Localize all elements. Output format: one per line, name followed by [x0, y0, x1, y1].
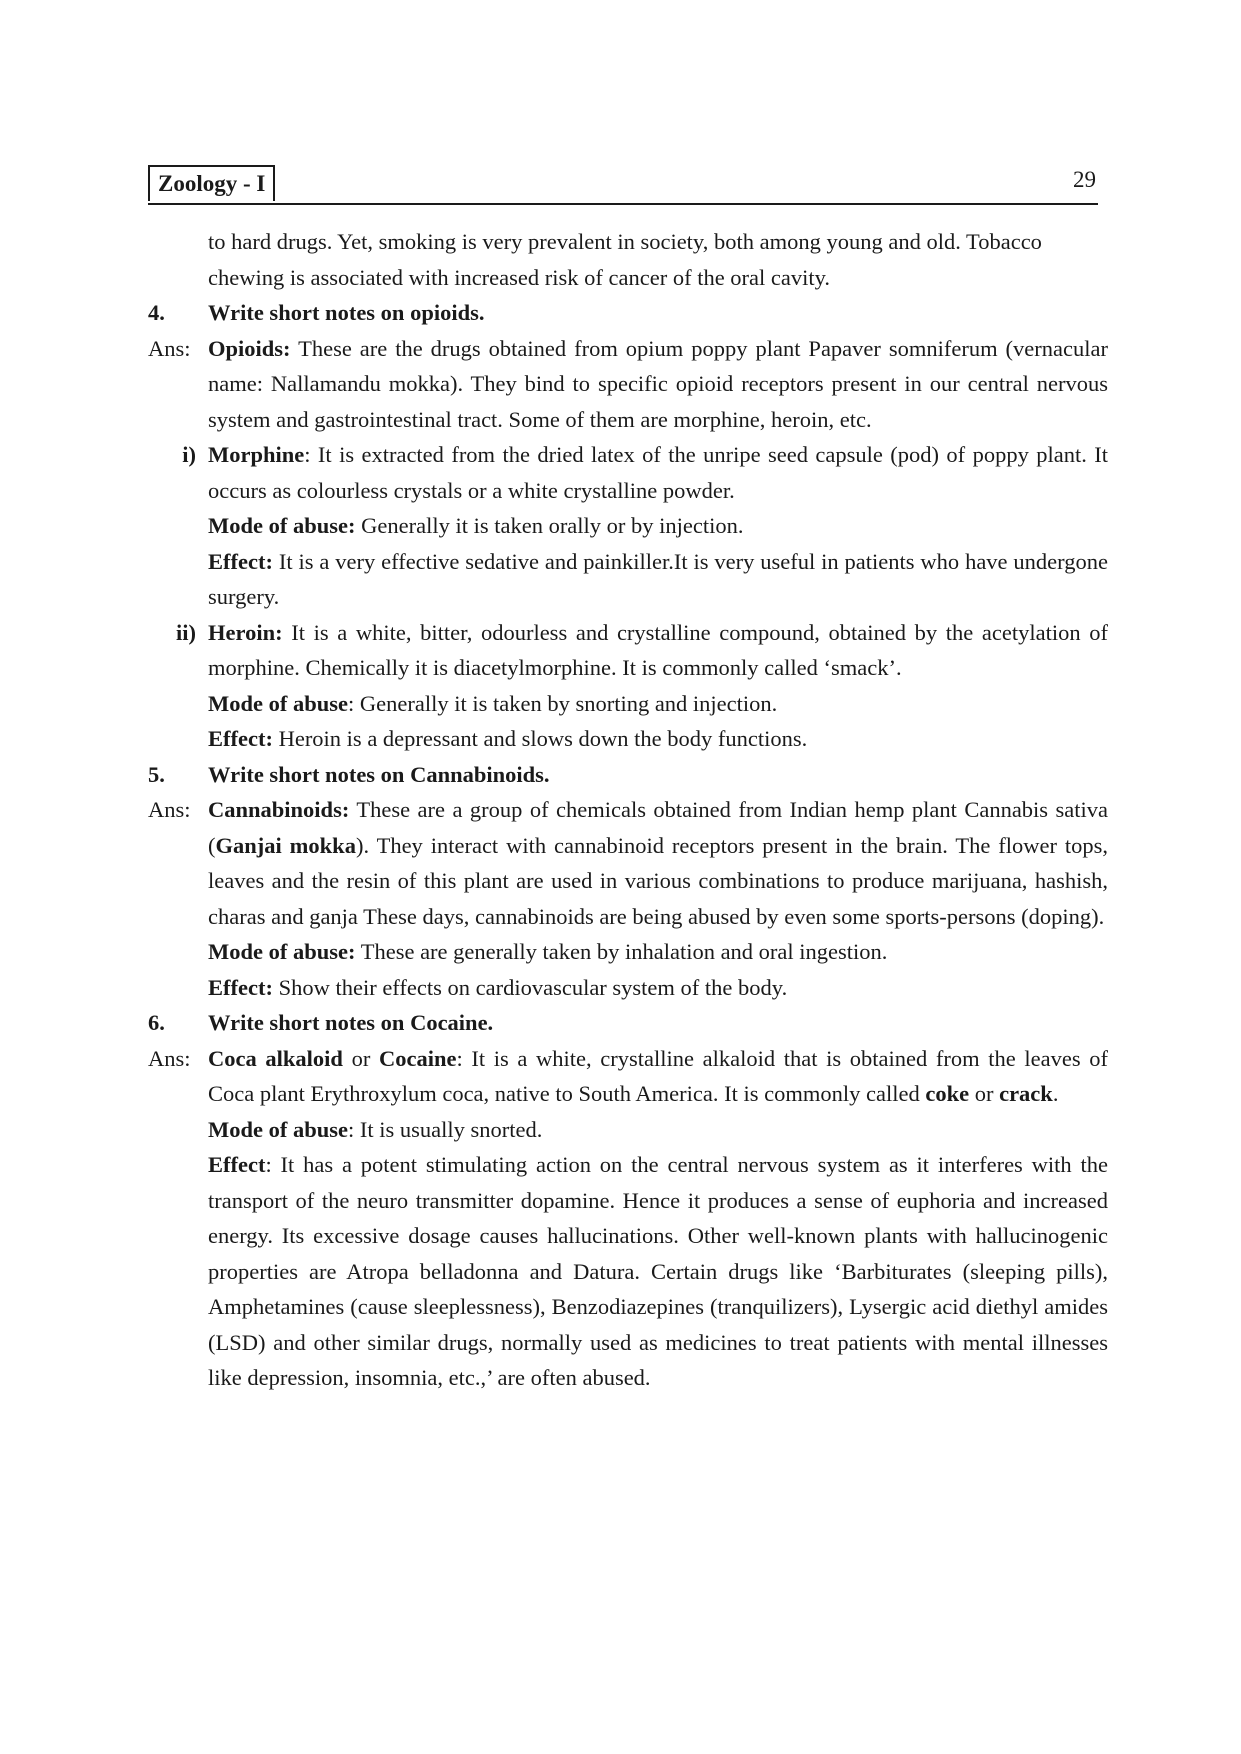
- question-number: 5.: [148, 761, 165, 787]
- answer-text: ). They interact with cannabinoid receptors present in the brain. The flower tops, leaves and the resin of this plant are used in various combinations to produce marijuana, hashish, charas and ganja These days, cannabinoids are being abused by even some sports-persons (doping).: [208, 832, 1109, 929]
- term: Cocaine: [378, 1045, 457, 1071]
- answer-text: These are a group of chemicals obtained from Indian hemp plant Cannabis sativa (: [208, 797, 1108, 858]
- page-number: 29: [1073, 167, 1096, 192]
- mode-of-abuse-text: : Generally it is taken by snorting and injection.: [348, 690, 778, 716]
- morphine-mode-of-abuse: [148, 508, 1108, 544]
- item-label: ii): [176, 619, 196, 645]
- effect-text: It is a very effective sedative and painkiller.It is very useful in patients who have undergone surgery.: [208, 548, 1108, 609]
- answer-label: Ans:: [148, 1045, 191, 1071]
- answer-4: [148, 331, 1108, 438]
- page-header: [148, 165, 1098, 205]
- cocaine-effect: [148, 1147, 1108, 1396]
- question-4: [148, 295, 1108, 331]
- heroin-effect: [148, 721, 1108, 757]
- intro-line: to hard drugs. Yet, smoking is very prevalent in society, both among young and old. Tobacco: [208, 229, 1042, 254]
- effect-label: Effect:: [208, 726, 273, 751]
- cannabinoids-effect: [148, 970, 1108, 1006]
- mode-of-abuse-label: Mode of abuse:: [208, 939, 356, 964]
- effect-label: Effect:: [208, 974, 273, 1000]
- question-text: Write short notes on opioids.: [208, 300, 485, 325]
- morphine-effect: [148, 544, 1108, 615]
- mode-of-abuse-label: Mode of abuse: [208, 1116, 348, 1142]
- effect-text: Heroin is a depressant and slows down the body functions.: [278, 726, 808, 751]
- answer-5: [148, 792, 1108, 934]
- term: Heroin:: [208, 619, 283, 645]
- item-text: : It is extracted from the dried latex of the unripe seed capsule (pod) of poppy plant. It occurs as colourless crystals or a white crystalline powder.: [208, 442, 1108, 503]
- effect-label: Effect: [208, 1152, 266, 1177]
- period: .: [1052, 1081, 1059, 1106]
- subject-title: Zoology - I: [148, 165, 275, 201]
- item-heroin: [148, 615, 1108, 686]
- connector: or: [342, 1045, 379, 1071]
- question-text: Write short notes on Cannabinoids.: [208, 761, 550, 787]
- mode-of-abuse-text: Generally it is taken orally or by injection.: [361, 513, 744, 538]
- mode-of-abuse-text: : It is usually snorted.: [348, 1116, 543, 1142]
- item-text: It is a white, bitter, odourless and crystalline compound, obtained by the acetylation of morphine. Chemically it is diacetylmorphine. It is commonly called ‘smack’.: [208, 619, 1108, 680]
- term: Ganjai mokka: [215, 832, 356, 858]
- item-label: i): [182, 442, 196, 467]
- effect-text: Show their effects on cardiovascular system of the body.: [278, 974, 788, 1000]
- answer-text: These are the drugs obtained from opium poppy plant Papaver somniferum (vernacular name: Nallamandu mokka). They bind to specific opioid receptors present in our central nervous system and gastrointestinal tract. Some of them are morphine, heroin, etc.: [208, 335, 1108, 432]
- question-6: [148, 1005, 1108, 1041]
- term: coke: [925, 1081, 970, 1106]
- effect-label: Effect:: [208, 548, 273, 574]
- mode-of-abuse-label: Mode of abuse:: [208, 513, 356, 538]
- heroin-mode-of-abuse: [148, 686, 1108, 722]
- question-text: Write short notes on Cocaine.: [208, 1010, 494, 1035]
- intro-line: chewing is associated with increased risk of cancer of the oral cavity.: [208, 264, 831, 290]
- answer-text: : It is a white, crystalline alkaloid that is obtained from the leaves of Coca plant Erythroxylum coca, native to South America. It is commonly called: [208, 1045, 1108, 1106]
- cocaine-mode-of-abuse: [148, 1112, 1108, 1148]
- term: Opioids:: [208, 335, 291, 361]
- term: Cannabinoids:: [208, 797, 350, 822]
- cannabinoids-mode-of-abuse: [148, 934, 1108, 970]
- question-number: 6.: [148, 1010, 165, 1035]
- question-5: [148, 757, 1108, 793]
- mode-of-abuse-label: Mode of abuse: [208, 690, 348, 716]
- answer-label: Ans:: [148, 797, 191, 822]
- question-number: 4.: [148, 300, 165, 325]
- mode-of-abuse-text: These are generally taken by inhalation and oral ingestion.: [360, 939, 888, 964]
- connector: or: [969, 1081, 1000, 1106]
- answer-label: Ans:: [148, 335, 191, 361]
- item-morphine: [148, 437, 1108, 508]
- intro-paragraph: [148, 224, 1108, 295]
- effect-text: : It has a potent stimulating action on the central nervous system as it interferes with the transport of the neuro transmitter dopamine. Hence it produces a sense of euphoria and increased energy. Its excessive dosage causes hallucinations. Other well-known plants with hallucinogenic properties are Atropa belladonna and Datura. Certain drugs like ‘Barbiturates (sleeping pills), Amphetamines (cause sleeplessness), Benzodiazepines (tranquilizers), Lysergic acid diethyl amides (LSD) and other similar drugs, normally used as medicines to treat patients with mental illnesses like depression, insomnia, etc.,’ are often abused.: [208, 1152, 1108, 1390]
- term: Coca alkaloid: [208, 1045, 343, 1071]
- term: Morphine: [208, 442, 305, 467]
- page-content: [148, 224, 1108, 1396]
- answer-6: [148, 1041, 1108, 1112]
- term: crack: [999, 1081, 1053, 1106]
